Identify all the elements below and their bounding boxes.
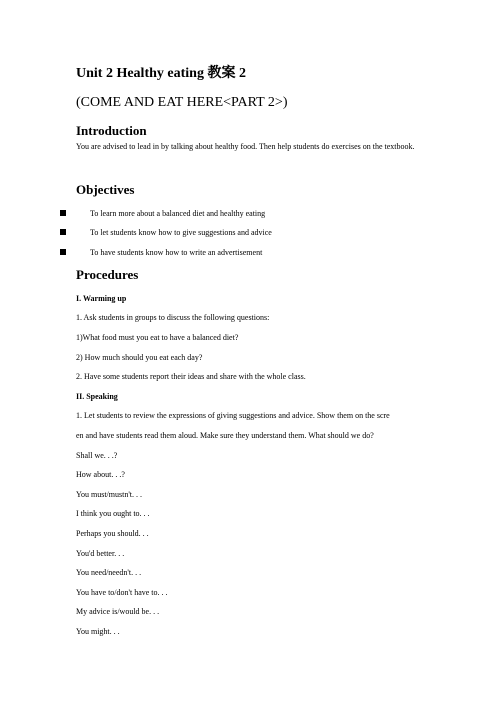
expression-line: You need/needn't. . .: [76, 568, 142, 577]
procedure-line: en and have students read them aloud. Make sure they understand them. What should we do?: [76, 431, 374, 440]
square-bullet-icon: [60, 229, 66, 235]
section-heading-warming-up: I. Warming up: [76, 294, 127, 303]
procedures-heading: Procedures: [76, 267, 139, 282]
objective-text: To let students know how to give suggestions and advice: [90, 228, 272, 237]
objective-text: To have students know how to write an advertisement: [90, 248, 263, 257]
expression-line: My advice is/would be. . .: [76, 607, 160, 616]
document-subtitle: (COME AND EAT HERE<PART 2>): [76, 95, 288, 110]
procedure-line: 1)What food must you eat to have a balanced diet?: [76, 333, 239, 342]
expression-line: I think you ought to. . .: [76, 509, 150, 518]
expression-line: How about. . .?: [76, 470, 125, 479]
introduction-text: You are advised to lead in by talking about healthy food. Then help students do exercises on the textbook.: [76, 142, 415, 151]
expression-line: You might. . .: [76, 627, 120, 636]
procedure-line: 2) How much should you eat each day?: [76, 353, 203, 362]
square-bullet-icon: [60, 210, 66, 216]
expression-line: Perhaps you should. . .: [76, 529, 149, 538]
procedure-line: 1. Ask students in groups to discuss the following questions:: [76, 313, 270, 322]
introduction-heading: Introduction: [76, 123, 147, 138]
expression-line: You have to/don't have to. . .: [76, 588, 168, 597]
document-title: Unit 2 Healthy eating 教案 2: [76, 66, 246, 81]
square-bullet-icon: [60, 249, 66, 255]
objectives-heading: Objectives: [76, 182, 135, 197]
procedure-line: 2. Have some students report their ideas and share with the whole class.: [76, 372, 306, 381]
expression-line: You'd better. . .: [76, 549, 125, 558]
section-heading-speaking: II. Speaking: [76, 392, 118, 401]
objective-text: To learn more about a balanced diet and healthy eating: [90, 209, 266, 218]
expression-line: You must/mustn't. . .: [76, 490, 142, 499]
procedure-line: 1. Let students to review the expressions of giving suggestions and advice. Show them on the scre: [76, 411, 390, 420]
expression-line: Shall we. . .?: [76, 451, 118, 460]
